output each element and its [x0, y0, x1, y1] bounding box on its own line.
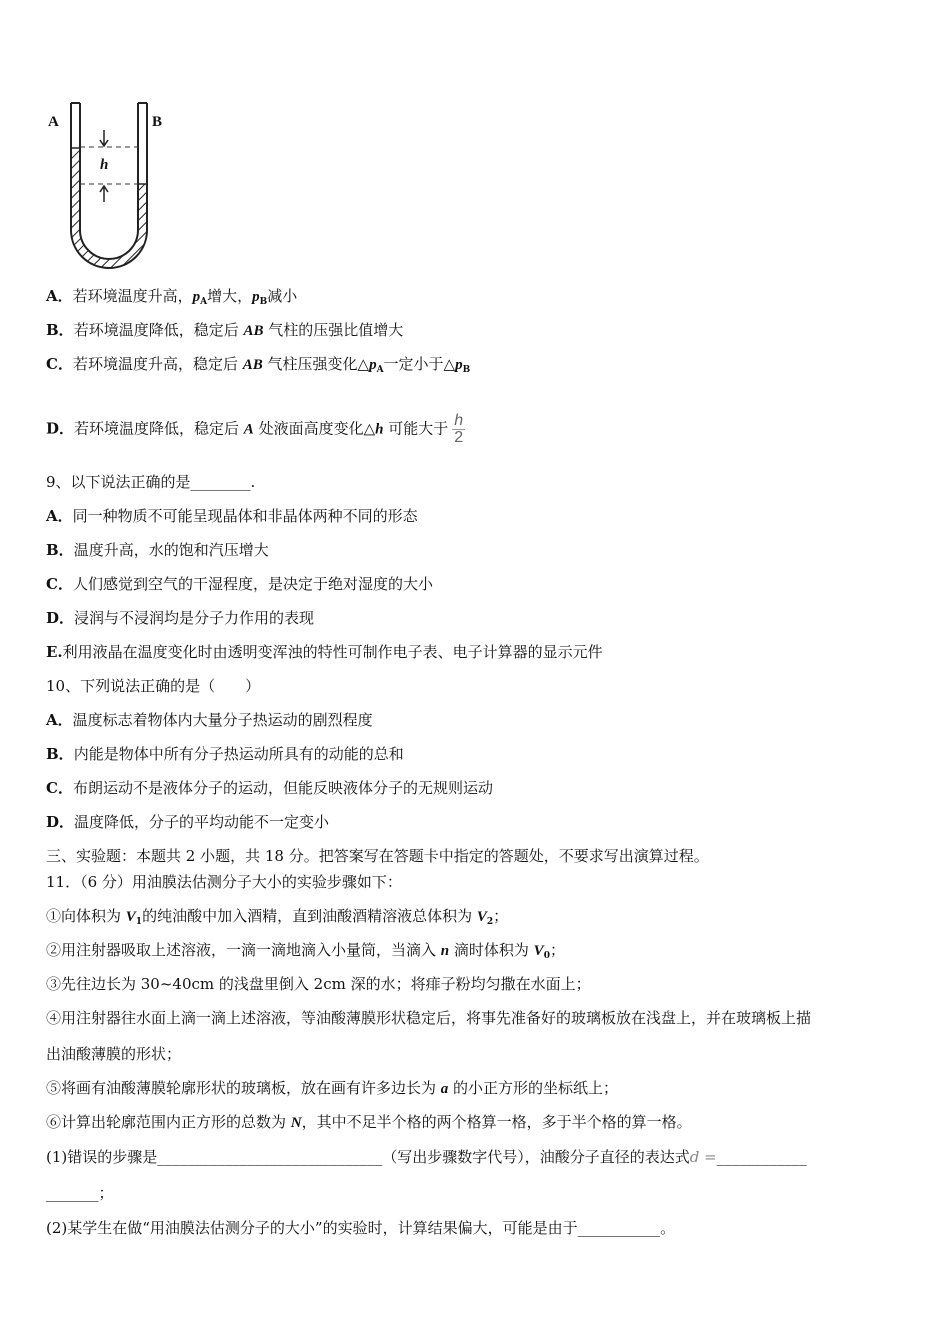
text-line	[46, 1183, 114, 1203]
text-segment: 同一种物质不可能呈现晶体和非晶体两种不同的形态	[72, 507, 418, 525]
text-line	[46, 1112, 692, 1133]
text-segment: (1)错误的步骤是______________________________（写出步骤数字代号），油酸分子直径的表达式	[46, 1148, 690, 1166]
text-line	[46, 506, 418, 526]
fraction-denominator: 2	[454, 429, 464, 446]
text-segment: 内能是物体中所有分子热运动所具有的动能的总和	[73, 745, 404, 763]
text-segment: 10、下列说法正确的是（ ）	[46, 677, 261, 695]
text-segment: 温度升高，水的饱和汽压增大	[73, 541, 269, 559]
text-segment: A．	[46, 711, 73, 729]
text-segment: 气柱压强变化△	[262, 355, 370, 373]
text-segment: n	[440, 943, 450, 959]
text-line	[46, 676, 260, 696]
text-line	[46, 974, 591, 994]
text-segment: A	[243, 421, 254, 438]
text-segment: 2	[486, 917, 494, 927]
text-segment: V	[125, 909, 136, 925]
text-segment: 的纯油酸中加入酒精，直到油酸酒精溶液总体积为	[142, 907, 477, 925]
text-segment: D．	[46, 419, 75, 438]
text-segment: 1	[135, 917, 143, 927]
text-line	[46, 1218, 675, 1238]
text-line	[46, 286, 297, 312]
text-segment: B．	[46, 745, 74, 763]
text-segment: ①向体积为	[46, 907, 126, 925]
text-segment: p	[192, 289, 201, 305]
text-segment: ⑥计算出轮廓范围内正方形的总数为	[46, 1113, 291, 1131]
text-segment: C．	[46, 355, 73, 373]
text-segment: 若环境温度升高，稳定后	[72, 355, 243, 373]
text-segment: 出油酸薄膜的形状；	[46, 1045, 182, 1063]
text-segment: ④用注射器往水面上滴一滴上述溶液，等油酸薄膜形状稳定后，将事先准备好的玻璃板放在浅盘上，并在玻璃板上描	[46, 1009, 812, 1027]
text-line	[46, 472, 255, 492]
text-segment: 增大，	[207, 287, 253, 305]
text-segment: h	[375, 421, 384, 438]
text-segment: 浸润与不浸润均是分子力作用的表现	[74, 609, 315, 627]
text-segment: 9、以下说法正确的是________.	[46, 473, 256, 491]
text-segment: 温度降低，分子的平均动能不一定变小	[74, 813, 330, 831]
text-segment: AB	[242, 357, 263, 373]
text-segment: 若环境温度降低，稳定后	[74, 419, 244, 438]
text-segment: 若环境温度升高，	[72, 287, 193, 305]
text-line	[46, 872, 402, 892]
text-segment: ；	[493, 907, 509, 925]
text-segment: 可能大于	[383, 419, 449, 438]
text-line	[46, 778, 493, 798]
text-line	[46, 1078, 618, 1099]
text-line	[46, 1008, 811, 1028]
text-segment: 的小正方形的坐标纸上；	[448, 1079, 619, 1097]
text-segment: B．	[46, 321, 74, 339]
text-segment: AB	[243, 323, 264, 339]
text-segment: ②用注射器吸取上述溶液，一滴一滴地滴入小量筒，当滴入	[46, 941, 441, 959]
text-segment: ，其中不足半个格的两个格算一格，多于半个格的算一格。	[301, 1113, 692, 1131]
text-segment: 利用液晶在温度变化时由透明变浑浊的特性可制作电子表、电子计算器的显示元件	[62, 643, 603, 661]
text-segment: B	[462, 365, 471, 375]
text-segment: 温度标志着物体内大量分子热运动的剧烈程度	[72, 711, 373, 729]
text-segment: ；	[549, 941, 565, 959]
text-line	[46, 540, 269, 560]
text-segment: 0	[543, 951, 550, 961]
text-line	[46, 812, 329, 832]
text-segment: 三、实验题：本题共 2 小题，共 18 分。把答案写在答题卡中指定的答题处，不要求写出演算过程。	[46, 847, 709, 865]
text-segment: D．	[46, 813, 75, 831]
text-segment: 人们感觉到空气的干湿程度，是决定于绝对湿度的大小	[72, 575, 433, 593]
text-segment: ③先往边长为 30~40cm 的浅盘里倒入 2cm 深的水；将痱子粉均匀撒在水面上；	[46, 975, 591, 993]
text-segment: D．	[46, 609, 75, 627]
text-segment: d =	[689, 1148, 717, 1166]
text-segment: B．	[46, 541, 74, 559]
tube-label-b: B	[152, 114, 163, 130]
height-label-h: h	[100, 157, 109, 173]
text-segment: A	[200, 297, 208, 307]
text-line	[46, 846, 709, 866]
text-line	[46, 354, 470, 380]
text-segment: 若环境温度降低，稳定后	[73, 321, 244, 339]
text-segment: p	[369, 357, 377, 373]
text-segment: C．	[46, 575, 73, 593]
text-segment: B	[259, 297, 268, 307]
text-segment: ____________	[716, 1148, 807, 1166]
text-line	[46, 574, 433, 594]
text-segment: 气柱的压强比值增大	[263, 321, 404, 339]
text-segment: _______；	[46, 1184, 114, 1202]
text-segment: 处液面高度变化△	[253, 419, 376, 438]
text-segment: V	[476, 909, 487, 925]
text-segment: p	[455, 357, 463, 373]
text-segment: N	[290, 1115, 302, 1131]
text-segment: a	[440, 1081, 449, 1097]
fraction-numerator: h	[454, 412, 464, 429]
text-segment: 11．（6 分）用油膜法估测分子大小的实验步骤如下：	[46, 873, 402, 891]
text-line	[46, 320, 403, 341]
text-segment: 滴时体积为	[449, 941, 534, 959]
text-line	[46, 642, 603, 662]
text-line	[46, 1044, 181, 1064]
text-segment: (2)某学生在做“用油膜法估测分子的大小”的实验时，计算结果偏大，可能是由于___________。	[46, 1219, 676, 1237]
text-segment: 一定小于△	[383, 355, 456, 373]
text-segment: ⑤将画有油酸薄膜轮廓形状的玻璃板，放在画有许多边长为	[46, 1079, 441, 1097]
text-segment: V	[533, 943, 544, 959]
text-segment: 减小	[267, 287, 298, 305]
text-segment: A	[376, 365, 384, 375]
text-line	[46, 940, 565, 966]
text-segment: A．	[46, 287, 73, 305]
text-segment: 布朗运动不是液体分子的运动，但能反映液体分子的无规则运动	[72, 779, 493, 797]
text-line	[46, 413, 465, 446]
text-segment: p	[252, 289, 260, 305]
tube-label-a: A	[48, 114, 59, 130]
fraction	[452, 413, 465, 446]
text-line	[46, 906, 508, 932]
text-segment: A．	[46, 507, 73, 525]
text-line	[46, 1147, 807, 1167]
text-line	[46, 744, 404, 764]
text-line	[46, 710, 373, 730]
text-segment: C．	[46, 779, 73, 797]
text-segment: E.	[46, 643, 63, 661]
text-line	[46, 608, 314, 628]
